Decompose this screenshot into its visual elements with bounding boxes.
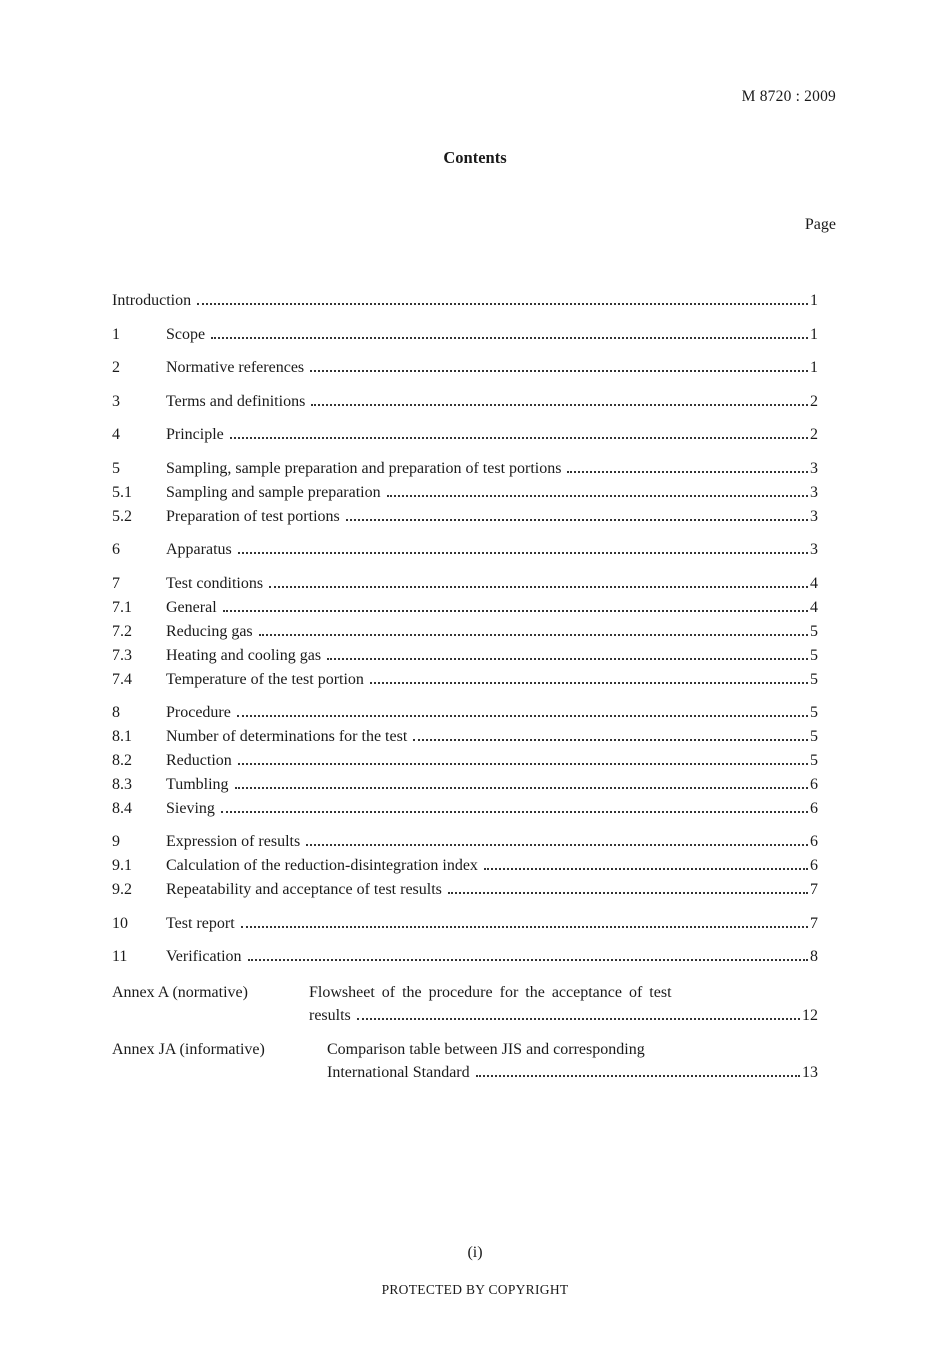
annex-page-number: 13 <box>802 1064 818 1081</box>
section-title: Number of determinations for the test <box>166 728 408 745</box>
section-number: 7 <box>112 575 120 592</box>
page-number: 6 <box>810 833 818 850</box>
page-number: 6 <box>810 800 818 817</box>
page-number: 4 <box>810 575 818 592</box>
annex-title-line1: Comparison table between JIS and corresponding <box>327 1041 645 1058</box>
section-title: Repeatability and acceptance of test results <box>166 881 442 898</box>
dot-leader <box>327 658 808 660</box>
toc-entry[interactable] <box>112 946 818 968</box>
page-number: 1 <box>810 292 818 309</box>
annex-title-line2: International Standard <box>327 1064 470 1081</box>
section-number: 8.4 <box>112 800 132 817</box>
page-number: 5 <box>810 623 818 640</box>
toc-entry[interactable] <box>112 458 818 480</box>
dot-leader <box>238 763 808 765</box>
page-title: Contents <box>443 148 507 167</box>
toc-entry[interactable] <box>112 774 818 796</box>
page-number: 5 <box>810 647 818 664</box>
dot-leader <box>237 715 808 717</box>
dot-leader <box>223 610 808 612</box>
section-number: 9 <box>112 833 120 850</box>
section-title: Principle <box>166 426 224 443</box>
section-number: 7.2 <box>112 623 132 640</box>
toc-entry[interactable] <box>112 506 818 528</box>
section-number: 7.1 <box>112 599 132 616</box>
page-column-label: Page <box>804 216 836 233</box>
page-number: 6 <box>810 776 818 793</box>
dot-leader <box>248 959 808 961</box>
standard-number: M 8720 : 2009 <box>741 88 836 105</box>
toc-entry[interactable] <box>112 290 818 312</box>
toc-entry[interactable] <box>112 750 818 772</box>
section-number: 10 <box>112 915 128 932</box>
page-number: 2 <box>810 393 818 410</box>
toc-entry[interactable] <box>112 324 818 346</box>
toc-entry[interactable] <box>112 702 818 724</box>
section-title: Sieving <box>166 800 215 817</box>
toc-entry[interactable] <box>112 482 818 504</box>
section-number: 5.2 <box>112 508 132 525</box>
toc-entry[interactable] <box>112 597 818 619</box>
page-number: 5 <box>810 728 818 745</box>
section-number: 9.2 <box>112 881 132 898</box>
dot-leader <box>197 303 808 305</box>
annex-title-line1: Flowsheet of the procedure for the acceptance of test <box>309 984 672 1001</box>
section-title: Sampling, sample preparation and preparation of test portions <box>166 460 562 477</box>
section-number: 9.1 <box>112 857 132 874</box>
page-number: 5 <box>810 671 818 688</box>
toc-entry[interactable] <box>112 539 818 561</box>
section-number: 5 <box>112 460 120 477</box>
section-title: Terms and definitions <box>166 393 306 410</box>
toc-entry[interactable] <box>112 798 818 820</box>
page-number: 7 <box>810 915 818 932</box>
section-number: 7.4 <box>112 671 132 688</box>
section-title: Procedure <box>166 704 231 721</box>
dot-leader <box>269 586 808 588</box>
annex-page-number: 12 <box>802 1007 818 1024</box>
dot-leader <box>306 844 808 846</box>
section-title: Sampling and sample preparation <box>166 484 381 501</box>
toc-entry[interactable] <box>112 726 818 748</box>
annex-title-line2: results <box>309 1007 351 1024</box>
dot-leader <box>387 495 808 497</box>
toc-entry[interactable] <box>112 855 818 877</box>
section-number: 4 <box>112 426 120 443</box>
page-number: 5 <box>810 752 818 769</box>
dot-leader <box>235 787 808 789</box>
section-title: Reducing gas <box>166 623 253 640</box>
annex-name: Annex JA (informative) <box>112 1041 265 1058</box>
section-number: 1 <box>112 326 120 343</box>
section-number: 5.1 <box>112 484 132 501</box>
dot-leader <box>259 634 808 636</box>
section-number: 6 <box>112 541 120 558</box>
section-number: 8.3 <box>112 776 132 793</box>
section-number: 11 <box>112 948 128 965</box>
dot-leader <box>221 811 808 813</box>
dot-leader <box>476 1075 800 1077</box>
section-title: Verification <box>166 948 242 965</box>
annex-name: Annex A (normative) <box>112 984 248 1001</box>
section-number: 7.3 <box>112 647 132 664</box>
page-number: 6 <box>810 857 818 874</box>
page-number: 4 <box>810 599 818 616</box>
section-title: Test report <box>166 915 235 932</box>
dot-leader <box>567 471 808 473</box>
dot-leader <box>484 868 808 870</box>
section-title: General <box>166 599 217 616</box>
dot-leader <box>448 892 808 894</box>
section-title: Scope <box>166 326 206 343</box>
dot-leader <box>370 682 808 684</box>
section-title: Preparation of test portions <box>166 508 340 525</box>
toc-entry[interactable] <box>112 391 818 413</box>
page-number: 7 <box>810 881 818 898</box>
page-number: 2 <box>810 426 818 443</box>
dot-leader <box>238 552 808 554</box>
page-number: 3 <box>810 541 818 558</box>
dot-leader <box>413 739 808 741</box>
dot-leader <box>230 437 808 439</box>
dot-leader <box>311 404 808 406</box>
dot-leader <box>346 519 808 521</box>
page-number: 3 <box>810 508 818 525</box>
section-number: 8.1 <box>112 728 132 745</box>
section-title: Reduction <box>166 752 232 769</box>
dot-leader <box>357 1018 800 1020</box>
toc-entry[interactable] <box>112 669 818 691</box>
page-number: 3 <box>810 460 818 477</box>
section-number: 8 <box>112 704 120 721</box>
page-number: 1 <box>810 359 818 376</box>
toc-entry[interactable] <box>112 573 818 595</box>
section-title: Introduction <box>112 292 192 309</box>
section-title: Normative references <box>166 359 305 376</box>
toc-entry[interactable] <box>112 357 818 379</box>
section-number: 2 <box>112 359 120 376</box>
page-number: 3 <box>810 484 818 501</box>
toc-entry[interactable] <box>112 621 818 643</box>
section-title: Apparatus <box>166 541 232 558</box>
toc-entry[interactable] <box>112 424 818 446</box>
section-title: Test conditions <box>166 575 264 592</box>
dot-leader <box>310 370 808 372</box>
toc-entry[interactable] <box>112 913 818 935</box>
section-title: Tumbling <box>166 776 229 793</box>
page-number: 8 <box>810 948 818 965</box>
page-number: 1 <box>810 326 818 343</box>
toc-entry[interactable] <box>112 831 818 853</box>
toc-entry[interactable] <box>112 645 818 667</box>
copyright-notice: PROTECTED BY COPYRIGHT <box>381 1282 569 1297</box>
dot-leader <box>241 926 808 928</box>
toc-entry[interactable] <box>112 879 818 901</box>
section-title: Calculation of the reduction-disintegration index <box>166 857 478 874</box>
dot-leader <box>211 337 808 339</box>
section-title: Expression of results <box>166 833 301 850</box>
section-title: Heating and cooling gas <box>166 647 322 664</box>
page-number: 5 <box>810 704 818 721</box>
section-number: 3 <box>112 393 120 410</box>
section-number: 8.2 <box>112 752 132 769</box>
page-numeral: (i) <box>467 1244 483 1261</box>
section-title: Temperature of the test portion <box>166 671 364 688</box>
